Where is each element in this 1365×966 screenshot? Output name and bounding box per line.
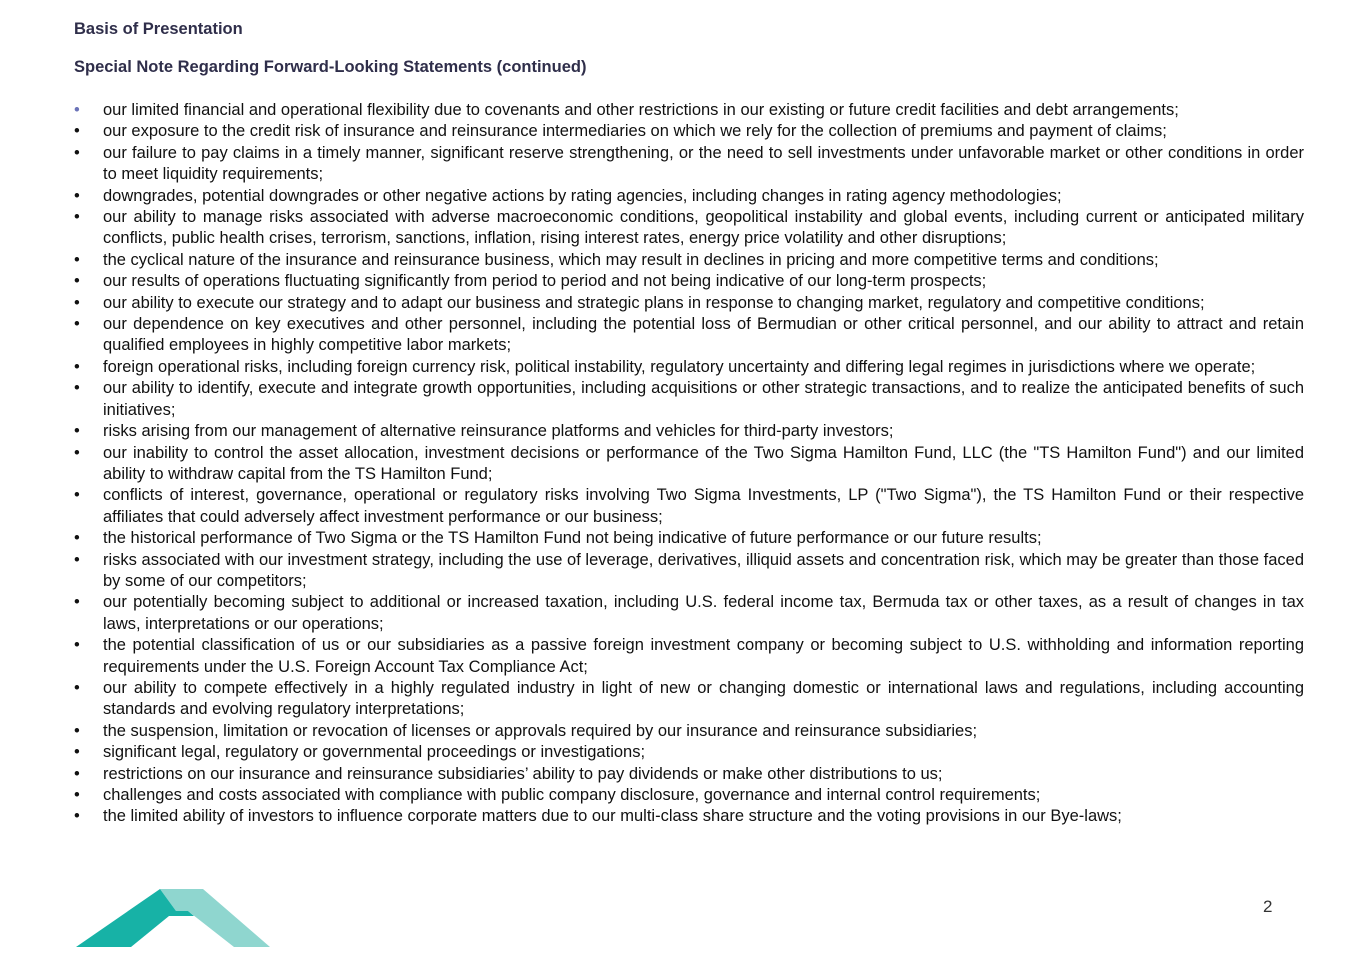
list-item bbox=[74, 250, 1304, 271]
bullet-icon: • bbox=[74, 443, 80, 462]
list-item-text: our failure to pay claims in a timely manner, significant reserve strengthening, or the need to sell investments under unfavorable market or other conditions in order to meet liquidity requirements; bbox=[103, 143, 1304, 184]
list-item bbox=[74, 785, 1304, 806]
list-item-text: our results of operations fluctuating significantly from period to period and not being indicative of our long-term prospects; bbox=[103, 272, 987, 291]
bullet-icon: • bbox=[74, 550, 80, 569]
bullet-icon: • bbox=[74, 293, 80, 312]
list-item bbox=[74, 271, 1304, 292]
list-item bbox=[74, 421, 1304, 442]
list-item-text: our ability to identify, execute and integrate growth opportunities, including acquisitions or other strategic transactions, and to realize the anticipated benefits of such initiatives; bbox=[103, 379, 1304, 419]
list-item-text: restrictions on our insurance and reinsurance subsidiaries’ ability to pay dividends or make other distributions to us; bbox=[103, 764, 943, 783]
list-item bbox=[74, 678, 1304, 721]
bullet-icon: • bbox=[74, 636, 80, 655]
list-item bbox=[74, 207, 1304, 250]
bullet-icon: • bbox=[74, 529, 80, 548]
page-subtitle: Special Note Regarding Forward-Looking Statements (continued) bbox=[74, 58, 587, 76]
bullet-icon: • bbox=[74, 678, 80, 697]
list-item-text: the cyclical nature of the insurance and reinsurance business, which may result in declines in pricing and more competitive terms and conditions; bbox=[103, 250, 1159, 269]
bullet-icon: • bbox=[74, 101, 80, 119]
list-item bbox=[74, 721, 1304, 742]
list-item-text: our dependence on key executives and other personnel, including the potential loss of Bermudian or other critical personnel, and our ability to attract and retain qualified employees in highly competitive labor markets; bbox=[103, 315, 1304, 355]
list-item-text: foreign operational risks, including foreign currency risk, political instability, regulatory uncertainty and differing legal regimes in jurisdictions where we operate; bbox=[103, 357, 1256, 376]
bullet-icon: • bbox=[74, 486, 80, 505]
list-item bbox=[74, 806, 1304, 827]
bullet-icon: • bbox=[74, 272, 80, 291]
list-item-text: risks associated with our investment strategy, including the use of leverage, derivatives, illiquid assets and concentration risk, which may be greater than those faced by some of our competitors; bbox=[103, 550, 1304, 590]
list-item-text: our limited financial and operational flexibility due to covenants and other restrictions in our existing or future credit facilities and debt arrangements; bbox=[103, 101, 1179, 119]
list-item-text: the suspension, limitation or revocation of licenses or approvals required by our insurance and reinsurance subsidiaries; bbox=[103, 721, 978, 740]
list-item-text: our exposure to the credit risk of insurance and reinsurance intermediaries on which we rely for the collection of premiums and payment of claims; bbox=[103, 122, 1167, 141]
logo-light-shape bbox=[160, 889, 270, 947]
bullet-icon: • bbox=[74, 379, 80, 398]
list-item bbox=[74, 528, 1304, 549]
list-item-text: the limited ability of investors to influence corporate matters due to our multi-class share structure and the voting provisions in our Bye-laws; bbox=[103, 807, 1122, 826]
list-item bbox=[74, 186, 1304, 207]
list-item bbox=[74, 357, 1304, 378]
bullet-icon: • bbox=[74, 721, 80, 740]
list-item-text: conflicts of interest, governance, operational or regulatory risks involving Two Sigma Investments, LP ("Two Sigma"), the TS Hamilton Fund or their respective affiliates that could adversely affect investment performance or our business; bbox=[103, 486, 1304, 526]
section-title: Basis of Presentation bbox=[74, 20, 243, 38]
company-logo-icon bbox=[76, 887, 270, 947]
bullet-icon: • bbox=[74, 208, 80, 227]
bullet-icon: • bbox=[74, 786, 80, 804]
list-item bbox=[74, 143, 1304, 186]
list-item bbox=[74, 100, 1304, 121]
bullet-icon: • bbox=[74, 122, 80, 141]
bullet-icon: • bbox=[74, 186, 80, 205]
bullet-icon: • bbox=[74, 422, 80, 441]
list-item bbox=[74, 592, 1304, 635]
bullet-icon: • bbox=[74, 143, 80, 162]
bullet-icon: • bbox=[74, 764, 80, 783]
list-item bbox=[74, 742, 1304, 763]
list-item-text: risks arising from our management of alternative reinsurance platforms and vehicles for third-party investors; bbox=[103, 422, 894, 441]
list-item bbox=[74, 550, 1304, 593]
bullet-icon: • bbox=[74, 315, 80, 334]
list-item-text: the historical performance of Two Sigma or the TS Hamilton Fund not being indicative of future performance or our future results; bbox=[103, 529, 1042, 548]
list-item-text: our inability to control the asset allocation, investment decisions or performance of the Two Sigma Hamilton Fund, LLC (the "TS Hamilton Fund") and our limited ability to withdraw capital from the TS Hamilton Fund; bbox=[103, 443, 1304, 483]
list-item bbox=[74, 764, 1304, 785]
list-item bbox=[74, 378, 1304, 421]
bullet-icon: • bbox=[74, 250, 80, 269]
list-item-text: our potentially becoming subject to additional or increased taxation, including U.S. federal income tax, Bermuda tax or other taxes, as a result of changes in tax laws, interpretations or our operations; bbox=[103, 593, 1304, 633]
bullet-icon: • bbox=[74, 593, 80, 612]
list-item bbox=[74, 485, 1304, 528]
list-item-text: significant legal, regulatory or governmental proceedings or investigations; bbox=[103, 743, 646, 762]
list-item bbox=[74, 121, 1304, 142]
list-item bbox=[74, 635, 1304, 678]
list-item bbox=[74, 314, 1304, 357]
list-item-text: our ability to compete effectively in a highly regulated industry in light of new or changing domestic or international laws and regulations, including accounting standards and evolving regulatory interpretations; bbox=[103, 678, 1304, 719]
list-item-text: the potential classification of us or our subsidiaries as a passive foreign investment company or becoming subject to U.S. withholding and information reporting requirements under the U.S. Foreign Account Tax Compliance Act; bbox=[103, 636, 1304, 676]
list-item bbox=[74, 293, 1304, 314]
list-item bbox=[74, 443, 1304, 486]
page-number: 2 bbox=[1263, 897, 1273, 916]
list-item-text: downgrades, potential downgrades or other negative actions by rating agencies, including changes in rating agency methodologies; bbox=[103, 186, 1062, 205]
forward-looking-statements-list bbox=[74, 100, 1304, 828]
bullet-icon: • bbox=[74, 807, 80, 826]
list-item-text: challenges and costs associated with compliance with public company disclosure, governance and internal control requirements; bbox=[103, 786, 1041, 804]
bullet-icon: • bbox=[74, 743, 80, 762]
list-item-text: our ability to manage risks associated with adverse macroeconomic conditions, geopolitical instability and global events, including current or anticipated military conflicts, public health crises, terrorism, sanctions, inflation, rising interest rates, energy price volatility and other disruptions; bbox=[103, 208, 1304, 248]
bullet-icon: • bbox=[74, 357, 80, 376]
list-item-text: our ability to execute our strategy and to adapt our business and strategic plans in response to changing market, regulatory and competitive conditions; bbox=[103, 293, 1205, 312]
